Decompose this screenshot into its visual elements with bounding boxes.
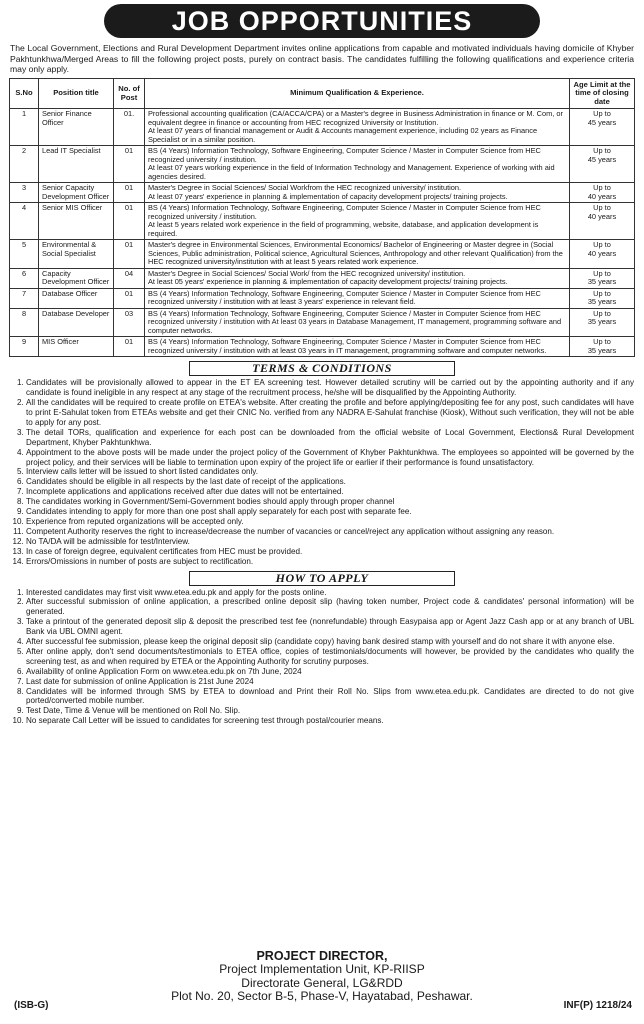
term-item: 5. Interview calls letter will be issued to short listed candidates only. xyxy=(26,467,634,477)
term-item: 8. The candidates working in Government/Semi-Government bodies should apply through proper channel xyxy=(26,497,634,507)
how-to-apply-list xyxy=(10,588,634,727)
qualification-line: At least 05 years' experience in planning & implementation of capacity development projects/ training projects. xyxy=(148,277,508,287)
cell-age-limit xyxy=(570,268,635,288)
age-limit-line: 35 years xyxy=(587,317,617,327)
header-position: Position title xyxy=(39,78,114,109)
apply-step-item: 7. Last date for submission of online Application is 21st June 2024 xyxy=(26,677,634,687)
table-row xyxy=(10,146,635,183)
positions-table-body xyxy=(10,109,635,357)
cell-posts: 01 xyxy=(114,183,145,203)
cell-qualification xyxy=(145,203,570,240)
apply-step-item: 3. Take a printout of the generated deposit slip & deposit the prescribed test fee (nonrefundable) through Easypaisa app or Agent Jazz Cash app or at any branch of UBL Bank via UBL OMNI agent. xyxy=(26,617,634,637)
term-item: 2. All the candidates will be required to create profile on ETEA's website. After creating the profile and before applying/depositing fee for any post, such candidates will have to print E-Sahulat token from ETEAs website and get their CNIC No. verified from any NADRA E-Sahulat franchise (Kiosk), Without such verification, they will not be able to apply for any post. xyxy=(26,398,634,428)
age-limit-line: Up to xyxy=(593,288,611,298)
term-item: 13. In case of foreign degree, equivalent certificates from HEC must be provided. xyxy=(26,547,634,557)
age-limit-line: Up to xyxy=(593,183,611,193)
age-limit-line: 45 years xyxy=(587,117,617,127)
cell-sno: 1 xyxy=(10,109,39,146)
qualification-line: Master's Degree in Social Sciences/ Social Work/ from the HEC recognized university/ institution. xyxy=(148,268,466,278)
cell-sno: 3 xyxy=(10,183,39,203)
term-item: 3. The detail TORs, qualification and experience for each post can be downloaded from the official website of Local Government, Elections& Rural Development Department, Khyber Pakhtunkhwa. xyxy=(26,428,634,448)
job-opportunities-banner xyxy=(104,4,540,38)
cell-posts: 01. xyxy=(114,109,145,146)
age-limit-line: 35 years xyxy=(587,297,617,307)
table-row xyxy=(10,337,635,357)
apply-step-item: 4. After successful fee submission, please keep the original deposit slip (candidate copy) having bank desired stamp with yourself and do not share it with anyone else. xyxy=(26,637,634,647)
term-item: 10. Experience from reputed organizations will be accepted only. xyxy=(26,517,634,527)
table-row xyxy=(10,183,635,203)
qualification-line: Professional accounting qualification (CA/ACCA/CPA) or a Master's degree in Business Administration in finance or M. Com, or equivalent degree in finance or accounting from HEC recognized University or Institution. xyxy=(148,109,563,127)
term-item: 4. Appointment to the above posts will be made under the project policy of the Government of Khyber Pakhtunkhwa. The employees so appointed will be governed by the project policy, and their services will be liable to termination upon expiry of the project life or earlier if their performance is found unsatisfactory. xyxy=(26,448,634,468)
qualification-line: At least 5 years related work experience in the field of programming, website, database, and application development is required. xyxy=(148,220,539,238)
cell-qualification xyxy=(145,268,570,288)
cell-age-limit xyxy=(570,240,635,269)
age-limit-line: 35 years xyxy=(587,345,617,355)
cell-position-title: Senior Capacity Development Officer xyxy=(39,183,114,203)
cell-posts: 01 xyxy=(114,146,145,183)
age-limit-line: 45 years xyxy=(587,154,617,164)
table-row xyxy=(10,240,635,269)
cell-age-limit xyxy=(570,146,635,183)
terms-heading: TERMS & CONDITIONS xyxy=(189,361,455,376)
cell-age-limit xyxy=(570,308,635,337)
apply-step-item: 6. Availability of online Application Form on www.etea.edu.pk on 7th June, 2024 xyxy=(26,667,634,677)
cell-age-limit xyxy=(570,203,635,240)
cell-sno: 4 xyxy=(10,203,39,240)
age-limit-line: Up to xyxy=(593,146,611,156)
qualification-line: BS (4 Years) Information Technology, Software Engineering, Computer Science / Master in Computer Science from HEC recognized university / institution. xyxy=(148,203,541,221)
cell-position-title: Database Officer xyxy=(39,288,114,308)
qualification-line: At least 07 years' experience in planning & implementation of capacity development projects/ training projects. xyxy=(148,191,508,201)
table-row xyxy=(10,203,635,240)
footer-unit: Project Implementation Unit, KP-RIISP xyxy=(219,962,425,976)
age-limit-line: 40 years xyxy=(587,248,617,258)
qualification-line: Master's Degree in Social Sciences/ Social Workfrom the HEC recognized university/ institution. xyxy=(148,183,462,193)
age-limit-line: Up to xyxy=(593,240,611,250)
apply-step-item: 10. No separate Call Letter will be issued to candidates for screening test through postal/courier means. xyxy=(26,716,634,726)
cell-age-limit xyxy=(570,183,635,203)
qualification-line: Master's degree in Environmental Sciences, Environmental Economics/ Bachelor of Engineering or Master degree in (Social Sciences, Public administration, Political science, Agricultural Sciences, Anthropology and other relevant Qualification) from the HEC recognized university/institution with at least 5 years related work experience. xyxy=(148,240,563,267)
age-limit-line: 35 years xyxy=(587,277,617,287)
header-qualification: Minimum Qualification & Experience. xyxy=(145,78,570,109)
term-item: 11. Competent Authority reserves the right to increase/decrease the number of vacancies or cancel/reject any application without assigning any reason. xyxy=(26,527,634,537)
qualification-line: BS (4 Years) Information Technology, Software Engineering, Computer Science / Master in Computer Science from HEC recognized university / institution with at least 3 years' experience in relevant field. xyxy=(148,288,541,307)
apply-step-item: 9. Test Date, Time & Venue will be mentioned on Roll No. Slip. xyxy=(26,706,634,716)
age-limit-line: Up to xyxy=(593,203,611,213)
cell-age-limit xyxy=(570,288,635,308)
term-item: 14. Errors/Omissions in number of posts are subject to rectification. xyxy=(26,557,634,567)
cell-qualification xyxy=(145,183,570,203)
cell-posts: 04 xyxy=(114,268,145,288)
age-limit-line: Up to xyxy=(593,109,611,119)
cell-qualification xyxy=(145,308,570,337)
apply-step-item: 1. Interested candidates may first visit www.etea.edu.pk and apply for the posts online. xyxy=(26,588,634,598)
table-row xyxy=(10,268,635,288)
cell-posts: 03 xyxy=(114,308,145,337)
header-age-limit: Age Limit at the time of closing date xyxy=(570,78,635,109)
cell-posts: 01 xyxy=(114,337,145,357)
footer-directorate: Directorate General, LG&RDD xyxy=(241,975,403,990)
qualification-line: BS (4 Years) Information Technology, Software Engineering, Computer Science / Master in Computer Science from HEC recognized university / institution. xyxy=(148,146,541,164)
cell-qualification xyxy=(145,337,570,357)
table-row xyxy=(10,308,635,337)
cell-posts: 01 xyxy=(114,240,145,269)
age-limit-line: Up to xyxy=(593,337,611,347)
cell-sno: 2 xyxy=(10,146,39,183)
age-limit-line: Up to xyxy=(593,308,611,318)
cell-position-title: Capacity Development Officer xyxy=(39,268,114,288)
cell-position-title: Database Developer xyxy=(39,308,114,337)
cell-position-title: Senior Finance Officer xyxy=(39,109,114,146)
footer-designation: PROJECT DIRECTOR, xyxy=(256,949,388,963)
term-item: 1. Candidates will be provisionally allowed to appear in the ET EA screening test. However detailed scrutiny will be carried out by the appointing authority and if any candidate is found ineligible in any respect at any stage of the recruitment process, he/she will be disqualified by the Appointing Authority. xyxy=(26,378,634,398)
cell-sno: 5 xyxy=(10,240,39,269)
header-posts: No. of Post xyxy=(114,78,145,109)
advertisement-page xyxy=(6,4,638,1020)
publication-code-right: INF(P) 1218/24 xyxy=(563,1000,632,1011)
header-sno: S.No xyxy=(10,78,39,109)
cell-age-limit xyxy=(570,337,635,357)
publication-code-left: (ISB-G) xyxy=(14,1000,49,1011)
positions-table xyxy=(9,78,635,358)
qualification-line: BS (4 Years) Information Technology, Software Engineering, Computer Science / Master in Computer Science from HEC recognized university / institution with At least 03 years in Database Management, IT management, programming software and computer networks. xyxy=(148,308,562,335)
cell-sno: 9 xyxy=(10,337,39,357)
cell-position-title: Environmental & Social Specialist xyxy=(39,240,114,269)
cell-age-limit xyxy=(570,109,635,146)
cell-position-title: Senior MIS Officer xyxy=(39,203,114,240)
table-row xyxy=(10,288,635,308)
term-item: 12. No TA/DA will be admissible for test/Interview. xyxy=(26,537,634,547)
term-item: 9. Candidates intending to apply for more than one post shall apply separately for each post with separate fee. xyxy=(26,507,634,517)
intro-paragraph: The Local Government, Elections and Rural Development Department invites online applications from capable and motivated individuals having domicile of Khyber Pakhtunkhwa/Merged Areas to fill the following project posts, purely on contract basis. The candidates fulfilling the following qualifications and experience criteria may only apply. xyxy=(10,43,634,75)
page-title: JOB OPPORTUNITIES xyxy=(171,5,473,36)
apply-step-item: 5. After online apply, don't send documents/testimonials to ETEA office, copies of testimonials/documents will however, be provided by the candidates who qualify the screening test, as and when required by ETEA or the Appointing Authority for scrutiny purposes. xyxy=(26,647,634,667)
cell-position-title: MIS Officer xyxy=(39,337,114,357)
apply-step-item: 2. After successful submission of online application, a prescribed online deposit slip (having token number, Project code & candidates' personal information) will be generated. xyxy=(26,597,634,617)
age-limit-line: Up to xyxy=(593,268,611,278)
qualification-line: At least 07 years working experience in the field of Information Technology and Management. Experience of working with aid agencies desired. xyxy=(148,163,555,181)
age-limit-line: 40 years xyxy=(587,191,617,201)
apply-step-item: 8. Candidates will be informed through SMS by ETEA to download and Print their Roll No. Slips from www.etea.edu.pk. Candidates are directed to do not give ported/converted mobile number. xyxy=(26,687,634,707)
cell-posts: 01 xyxy=(114,288,145,308)
cell-qualification xyxy=(145,288,570,308)
footer-address: Plot No. 20, Sector B-5, Phase-V, Hayatabad, Peshawar. xyxy=(171,989,473,1003)
qualification-line: BS (4 Years) Information Technology, Software Engineering, Computer Science / Master in Computer Science from HEC recognized university / institution with at least 03 years in IT management, programming software and computer networks. xyxy=(148,337,547,355)
table-header-row xyxy=(10,78,635,109)
cell-sno: 7 xyxy=(10,288,39,308)
qualification-line: At least 07 years of financial management or Audit & Accounts management experience, including 02 years as Finance Specialist or in a similar position. xyxy=(148,126,538,144)
cell-sno: 8 xyxy=(10,308,39,337)
how-to-apply-heading: HOW TO APPLY xyxy=(189,571,455,586)
term-item: 6. Candidates should be eligible in all respects by the last date of receipt of the applications. xyxy=(26,477,634,487)
cell-qualification xyxy=(145,109,570,146)
age-limit-line: 40 years xyxy=(587,211,617,221)
term-item: 7. Incomplete applications and applications received after due dates will not be entertained. xyxy=(26,487,634,497)
cell-qualification xyxy=(145,240,570,269)
cell-posts: 01 xyxy=(114,203,145,240)
cell-sno: 6 xyxy=(10,268,39,288)
signature-block xyxy=(6,950,638,1004)
cell-position-title: Lead IT Specialist xyxy=(39,146,114,183)
cell-qualification xyxy=(145,146,570,183)
table-row xyxy=(10,109,635,146)
terms-list xyxy=(10,378,634,566)
